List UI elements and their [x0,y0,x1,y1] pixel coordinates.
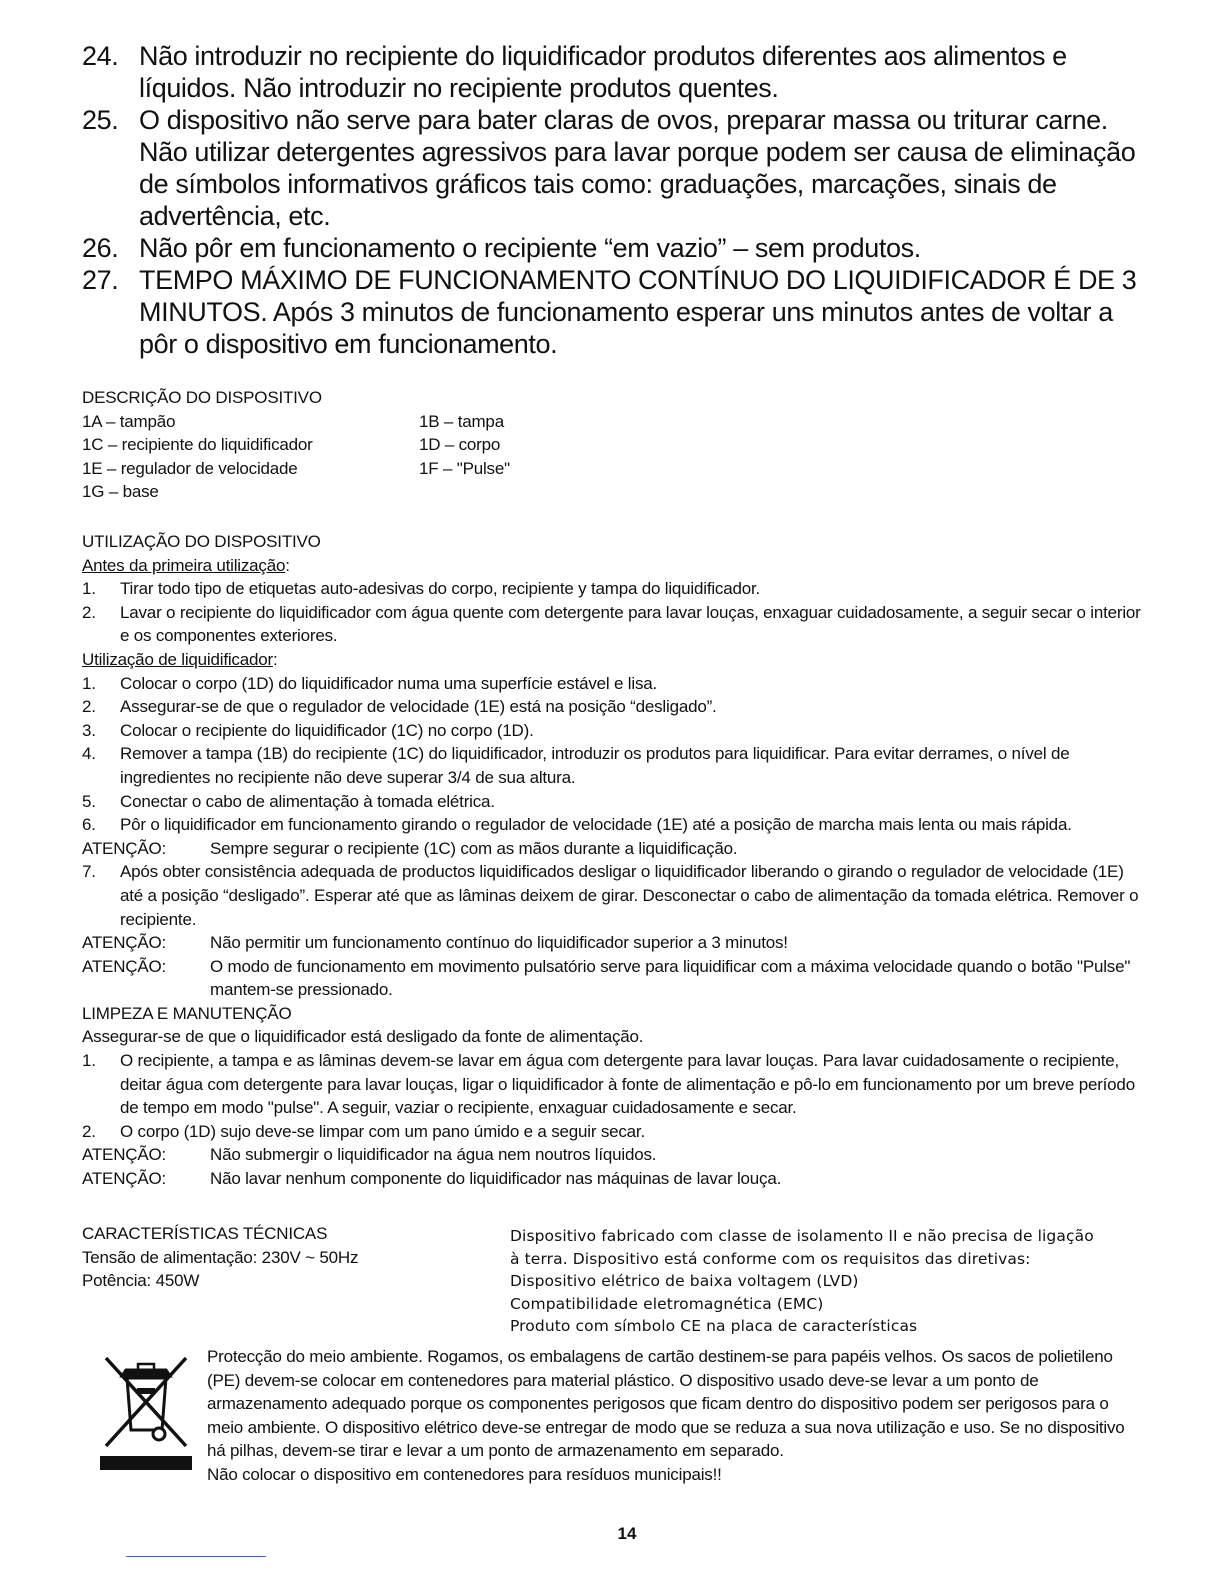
list-item: 2. Assegurar-se de que o regulador de velocidade (1E) está na posição “desligado”. [82,697,717,717]
parts-grid [82,410,679,504]
cleaning-title: LIMPEZA E MANUTENÇÃO [82,1003,292,1023]
part-label: 1D – corpo [419,435,501,455]
attention-note: ATENÇÃO: Não lavar nenhum componente do liquidificador nas máquinas de lavar louça. [82,1169,782,1189]
attention-note: ATENÇÃO: Sempre segurar o recipiente (1C) com as mãos durante a liquidificação. [82,838,738,858]
attention-note: ATENÇÃO: O modo de funcionamento em movimento pulsatório serve para liquidificar com a máxima velocidade quando o botão "Pulse" mantem-se pressionado. [82,956,1131,1000]
before-first-use-label: Antes da primeira utilização: [82,555,290,575]
usage-title: UTILIZAÇÃO DO DISPOSITIVO [82,532,321,551]
part-label: 1A – tampão [82,411,176,431]
part-label: 1E – regulador de velocidade [82,458,298,478]
part-label: 1C – recipiente do liquidificador [82,435,313,455]
compliance-line: à terra. Dispositivo está conforme com os requisitos das diretivas: [510,1249,1031,1268]
compliance-line: Produto com símbolo CE na placa de características [510,1317,918,1336]
device-description [82,386,679,504]
device-usage [82,530,1142,1191]
list-item: 4. Remover a tampa (1B) do recipiente (1C) do liquidificador, introduzir os produtos para liquidificar. Para evitar derrames, o nível de ingredientes no recipiente não deve superar 3/4 de sua altura. [82,744,1070,787]
list-item: 1. Tirar todo tipo de etiquetas auto-adesivas do corpo, recipiente y tampa do liquidificador. [82,579,761,599]
part-label: 1B – tampa [419,411,504,431]
warnings-list [82,40,1152,360]
list-item: 2. Lavar o recipiente do liquidificador com água quente com detergente para lavar louças, enxaguar cuidadosamente, a seguir secar o interior e os componentes exteriores. [82,602,1141,646]
specs-title: CARACTERÍSTICAS TÉCNICAS [82,1224,328,1243]
part-label: 1F – "Pulse" [419,458,510,478]
compliance-text [510,1225,1150,1338]
specs-voltage: Tensão de alimentação: 230V ~ 50Hz [82,1247,359,1267]
footer-divider [126,1556,266,1557]
warning-item [82,104,1152,232]
description-title: DESCRIÇÃO DO DISPOSITIVO [82,388,322,407]
warning-number: 25. [82,105,119,135]
warning-number: 26. [82,233,119,263]
list-item: 3. Colocar o recipiente do liquidificador (1C) no corpo (1D). [82,720,534,740]
specs-power: Potência: 450W [82,1271,200,1291]
blender-use-label: Utilização de liquidificador: [82,649,278,669]
warning-text: TEMPO MÁXIMO DE FUNCIONAMENTO CONTÍNUO DO LIQUIDIFICADOR É DE 3 MINUTOS. Após 3 minutos de funcionamento esperar uns minutos antes de voltar a pôr o dispositivo em funcionamento. [139,265,1137,359]
list-item: 1. O recipiente, a tampa e as lâminas devem-se lavar em água com detergente para lavar louças. Para lavar cuidadosamente o recipiente, deitar água com detergente para lavar louças, ligar o liquidificador à fonte de alimentação e pô-lo em funcionamento por um breve período de tempo em modo "pulse". A seguir, vaziar o recipiente, enxaguar cuidadosamente e secar. [82,1051,1135,1118]
warning-number: 24. [82,41,119,71]
compliance-line: Compatibilidade eletromagnética (EMC) [510,1294,824,1313]
technical-specs [82,1222,492,1293]
list-item: 5. Conectar o cabo de alimentação à tomada elétrica. [82,791,495,811]
environment-text: Protecção do meio ambiente. Rogamos, os embalagens de cartão destinem-se para papéis velhos. Os sacos de polietileno (PE) devem-se colocar em contenedores para material plástico. O dispositivo usado deve-se levar a um ponto de armazenamento adequado porque os componentes perigosos que ficam dentro do dispositivo podem ser perigosos para o meio ambiente. O dispositivo elétrico deve-se entregar de modo que se reduza a sua nova utilização e uso. Se no dispositivo há pilhas, devem-se tirar e levar a um ponto de armazenamento em separado. [207,1347,1125,1461]
attention-note: ATENÇÃO: Não permitir um funcionamento contínuo do liquidificador superior a 3 minutos! [82,933,788,953]
compliance-line: Dispositivo elétrico de baixa voltagem (LVD) [510,1272,859,1291]
environment-notice [207,1345,1137,1487]
crossed-out-wheelie-bin-icon [100,1350,192,1472]
warning-item [82,232,1152,264]
warning-text: O dispositivo não serve para bater claras de ovos, preparar massa ou triturar carne. Não utilizar detergentes agressivos para lavar porque podem ser causa de eliminação de símbolos informativos gráficos tais como: graduações, marcações, sinais de advertência, etc. [139,105,1136,231]
list-item: 2. O corpo (1D) sujo deve-se limpar com um pano úmido e a seguir secar. [82,1121,645,1141]
page-number: 14 [617,1524,637,1543]
attention-note: ATENÇÃO: Não submergir o liquidificador na água nem noutros líquidos. [82,1145,657,1165]
warning-item [82,264,1152,360]
cleaning-intro: Assegurar-se de que o liquidificador está desligado da fonte de alimentação. [82,1027,644,1047]
warning-text: Não pôr em funcionamento o recipiente “em vazio” – sem produtos. [139,233,921,263]
warning-number: 27. [82,265,119,295]
warning-text: Não introduzir no recipiente do liquidificador produtos diferentes aos alimentos e líquidos. Não introduzir no recipiente produtos quentes. [139,41,1067,103]
list-item: 1. Colocar o corpo (1D) do liquidificador numa uma superfície estável e lisa. [82,673,658,693]
part-label: 1G – base [82,482,159,502]
compliance-line: Dispositivo fabricado com classe de isolamento II e não precisa de ligação [510,1227,1094,1245]
environment-final: Não colocar o dispositivo em contenedores para resíduos municipais!! [207,1464,722,1484]
warning-item [82,40,1152,104]
list-item: 6. Pôr o liquidificador em funcionamento girando o regulador de velocidade (1E) até a posição de marcha mais lenta ou mais rápida. [82,815,1072,835]
list-item: 7. Após obter consistência adequada de productos liquidificados desligar o liquidificador liberando o girando o regulador de velocidade (1E) até a posição “desligado”. Esperar até que as lâminas deixem de girar. Desconectar o cabo de alimentação da tomada elétrica. Remover o recipiente. [82,862,1139,929]
